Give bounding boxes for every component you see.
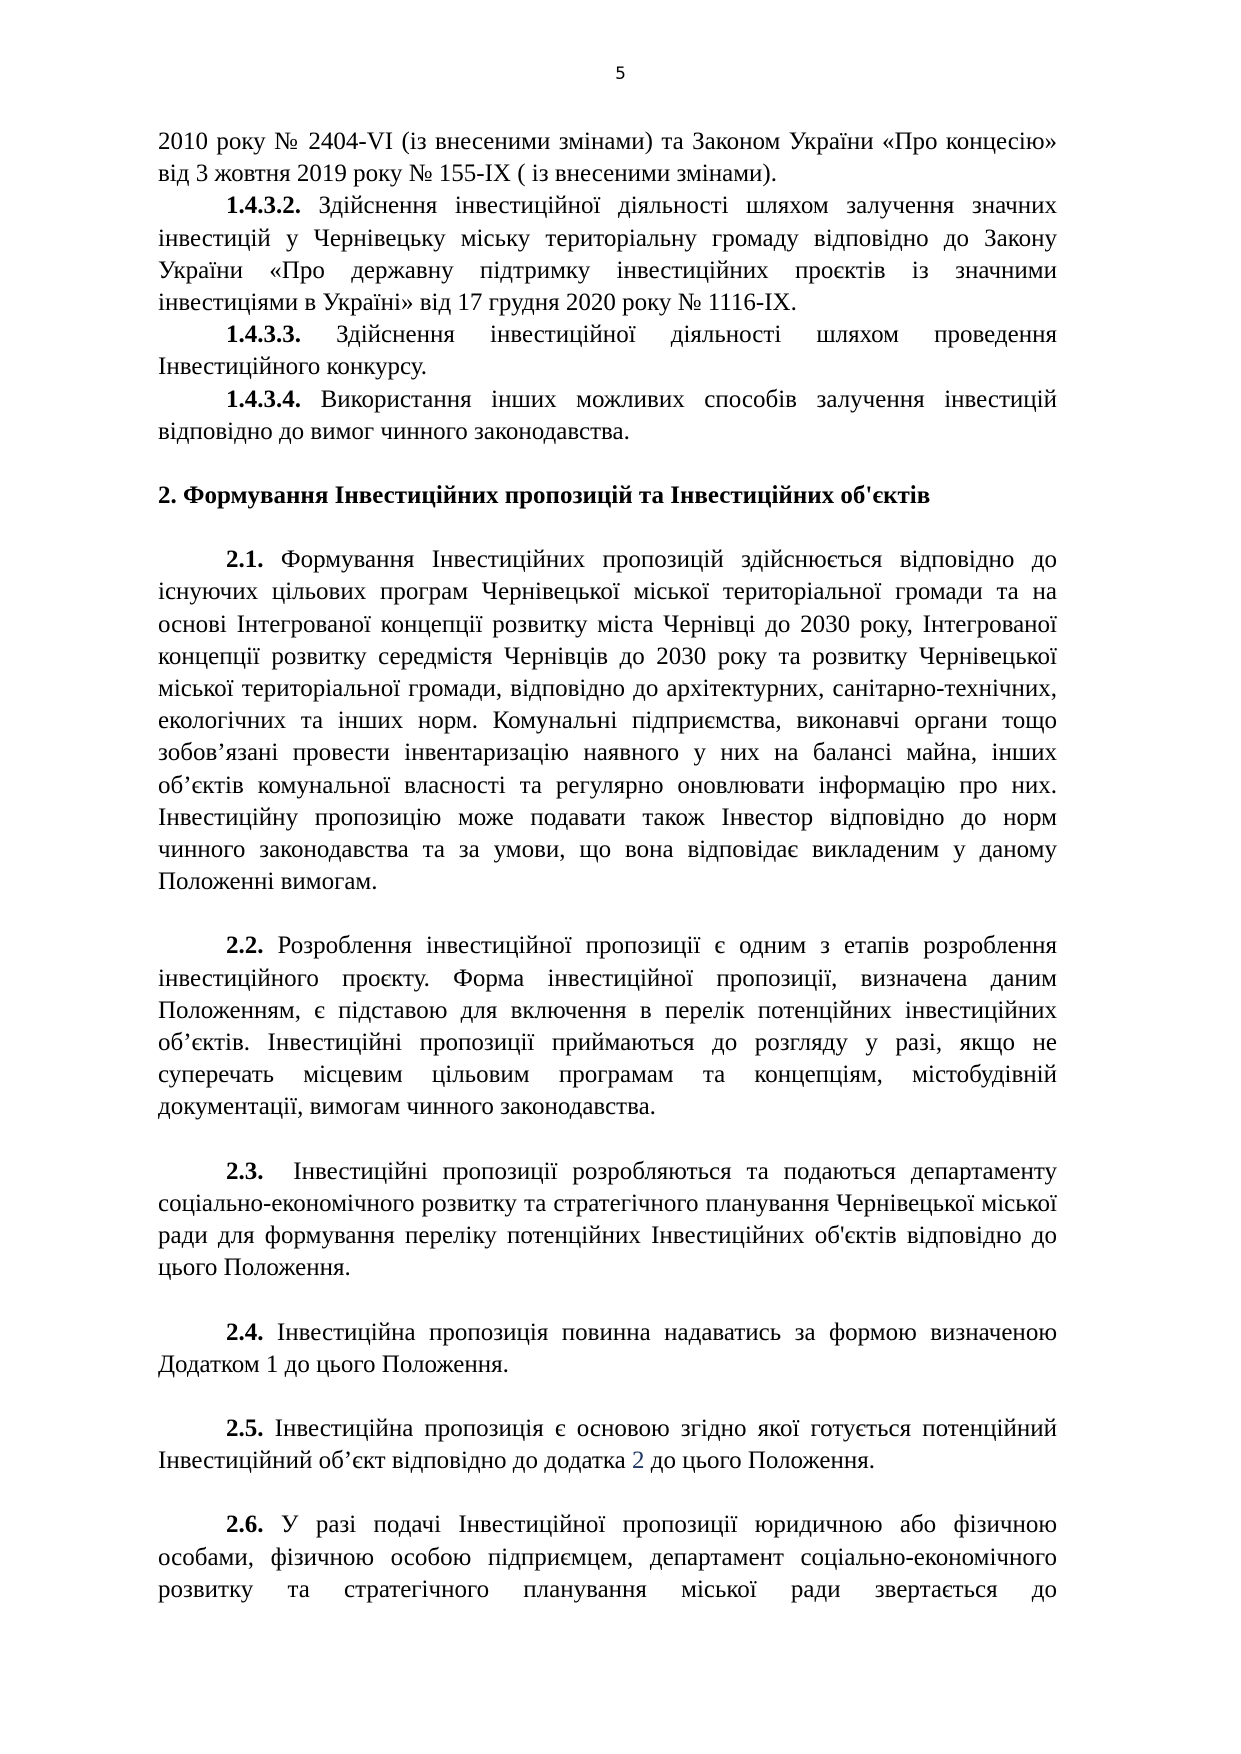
paragraph-text: 2010 року № 2404-VI (із внесеними змінами) та Законом України «Про концесію» від 3 жовтня 2019 року № 155-IX ( із внесеними змінами).	[158, 128, 1057, 188]
paragraph-text: Інвестиційні пропозиції розробляються та подаються департаменту соціально-економічного розвитку та стратегічного планування Чернівецької міської ради для формування переліку потенційних Інвестиційних об'єктів відповідно до цього Положення.	[158, 1157, 1064, 1282]
clause-number: 1.4.3.2.	[226, 192, 301, 220]
paragraph-text: Інвестиційна пропозиція є основою згідно якої готується потенційний Інвестиційний об’єкт відповідно до додатка	[158, 1414, 1057, 1475]
paragraph-2-4	[158, 1317, 1057, 1381]
spacer	[158, 1477, 1057, 1509]
spacer	[158, 448, 1057, 480]
paragraph-continuation	[158, 126, 1057, 190]
paragraph-2-2	[158, 930, 1057, 1123]
paragraph-text: Здійснення інвестиційної діяльності шляхом проведення Інвестиційного конкурсу.	[158, 321, 1057, 381]
paragraph-2-3	[158, 1156, 1064, 1285]
paragraph-1-4-3-4	[158, 384, 1057, 448]
clause-number: 2.4.	[226, 1318, 264, 1346]
clause-number: 2.3.	[226, 1157, 264, 1185]
spacer	[158, 898, 1057, 930]
paragraph-text: У разі подачі Інвестиційної пропозиції юридичною або фізичною особами, фізичною особою підприємцем, департамент соціально-економічного розвитку та стратегічного планування міської ради звертається до	[158, 1511, 1057, 1603]
spacer	[158, 1124, 1057, 1156]
paragraph-2-5	[158, 1413, 1057, 1477]
spacer	[158, 1285, 1057, 1317]
page-number: 5	[615, 64, 626, 84]
paragraph-2-1	[158, 544, 1057, 898]
paragraph-2-6	[158, 1509, 1057, 1606]
paragraph-text: Інвестиційна пропозиція повинна надаватись за формою визначеною Додатком 1 до цього Положення.	[158, 1318, 1057, 1378]
paragraph-1-4-3-2	[158, 190, 1057, 319]
clause-number: 2.6.	[226, 1511, 264, 1539]
paragraph-1-4-3-3	[158, 319, 1057, 383]
document-page	[158, 0, 1064, 1606]
clause-number: 2.1.	[226, 546, 264, 574]
paragraph-text: Формування Інвестиційних пропозицій здійснюється відповідно до існуючих цільових програм Чернівецької міської територіальної громади та на основі Інтегрованої концепції розвитку міста Чернівці до 2030 року, Інтегрованої концепції розвитку середмістя Чернівців до 2030 року та розвитку Чернівецької міської територіальної громади, відповідно до архітектурних, санітарно-технічних, екологічних та інших норм. Комунальні підприємства, виконавчі органи тощо зобов’язані провести інвентаризацію наявного у них на балансі майна, інших об’єктів комунальної власності та регулярно оновлювати інформацію про них. Інвестиційну пропозицію може подавати також Інвестор відповідно до норм чинного законодавства та за умови, що вона відповідає викладеним у даному Положенні вимогам.	[158, 546, 1057, 896]
spacer	[158, 512, 1057, 544]
paragraph-text: Використання інших можливих способів залучення інвестицій відповідно до вимог чинного законодавства.	[158, 385, 1057, 445]
paragraph-text: Розроблення інвестиційної пропозиції є одним з етапів розроблення інвестиційного проєкту. Форма інвестиційної пропозиції, визначена даним Положенням, є підставою для включення в перелік потенційних інвестиційних об’єктів. Інвестиційні пропозиції приймаються до розгляду у разі, якщо не суперечать місцевим цільовим програмам та концепціям, містобудівній документації, вимогам чинного законодавства.	[158, 932, 1057, 1121]
clause-number: 2.5.	[226, 1414, 264, 1442]
paragraph-text: до цього Положення.	[644, 1447, 875, 1475]
clause-number: 1.4.3.3.	[226, 321, 301, 349]
clause-number: 1.4.3.4.	[226, 385, 301, 413]
paragraph-text: Здійснення інвестиційної діяльності шляхом залучення значних інвестицій у Чернівецьку міську територіальну громаду відповідно до Закону України «Про державну підтримку інвестиційних проєктів із значними інвестиціями в Україні» від 17 грудня 2020 року № 1116-IX.	[158, 192, 1057, 317]
clause-number: 2.2.	[226, 932, 264, 960]
spacer	[158, 1381, 1057, 1413]
appendix-reference-link[interactable]: 2	[631, 1447, 645, 1475]
section-heading: 2. Формування Інвестиційних пропозицій та Інвестиційних об'єктів	[158, 482, 931, 510]
